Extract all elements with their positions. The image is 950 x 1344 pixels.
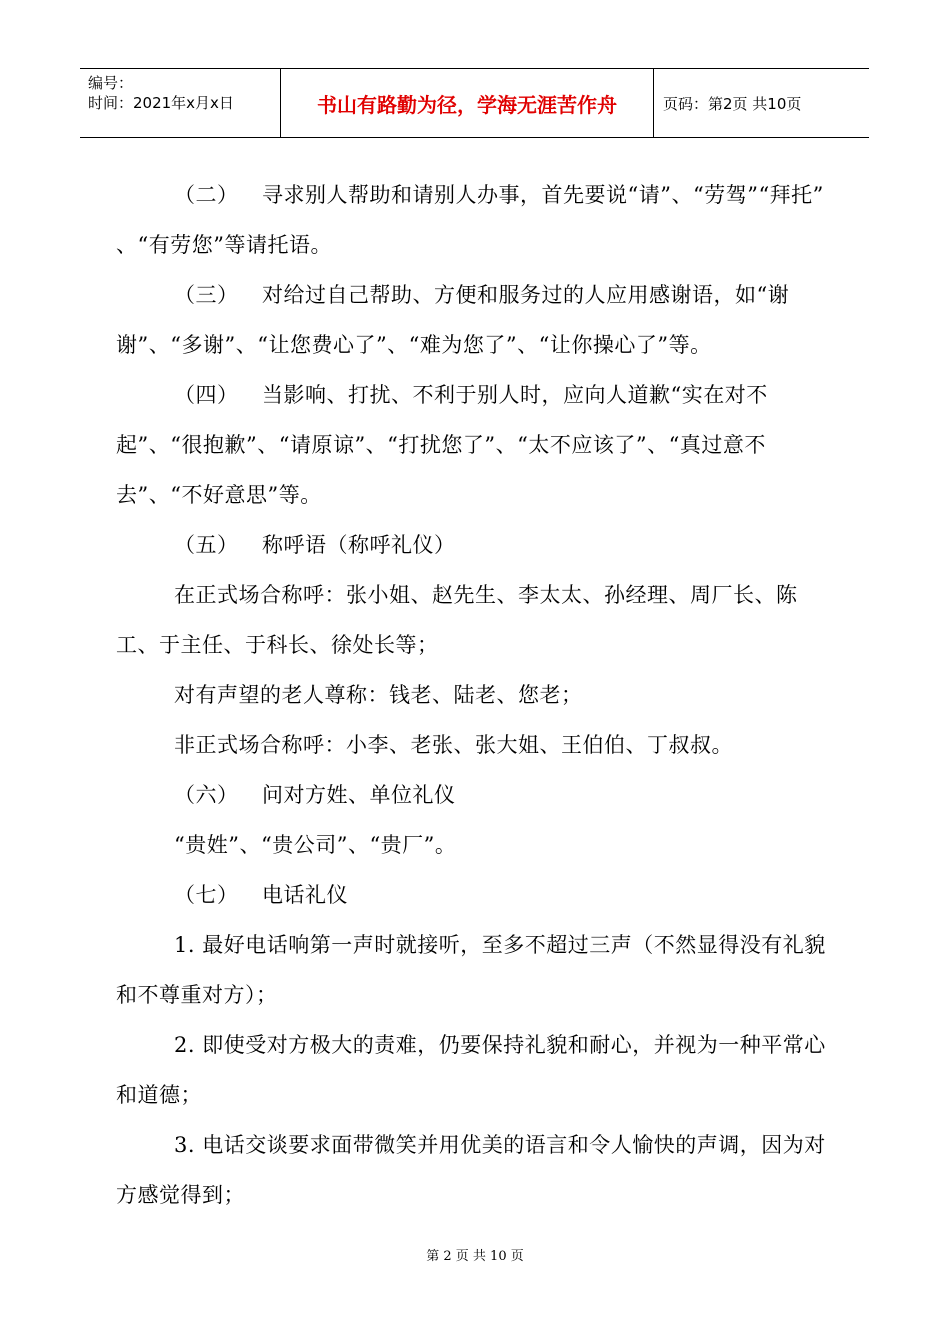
header-page-info: 页码：第2页 共10页 [663,94,802,113]
paragraph-text: 在正式场合称呼：张小姐、赵先生、李太太、孙经理、周厂长、陈工、于主任、于科长、徐处长等； [116,583,798,657]
paragraph-number: （七） [174,883,239,907]
serial-label: 编号： [88,74,134,92]
paragraph-text: 对有声望的老人尊称：钱老、陆老、您老； [174,683,583,707]
paragraph [116,270,836,370]
paragraph-text: “贵姓”、“贵公司”、“贵厂”。 [174,833,457,857]
paragraph-text: 寻求别人帮助和请别人办事，首先要说“请”、“劳驾”“拜托” 、“有劳您”等请托语。 [116,183,824,257]
paragraph [116,370,836,520]
paragraph-number: （二） [174,183,239,207]
paragraph [116,520,836,570]
page-footer: 第 2 页 共 10 页 [426,1249,524,1264]
paragraph [116,770,836,820]
paragraph-text: 问对方姓、单位礼仪 [262,783,456,807]
paragraph-text: 称呼语（称呼礼仪） [262,533,456,557]
document-header [80,68,869,138]
paragraph [116,820,836,870]
header-meta [80,69,281,137]
time-label: 时间：2021年x月x日 [88,94,234,112]
paragraph [116,870,836,920]
paragraph-text: 电话礼仪 [262,883,348,907]
paragraph-number: （四） [174,383,239,407]
paragraph-text: 非正式场合称呼：小李、老张、张大姐、王伯伯、丁叔叔。 [174,733,733,757]
paragraph-text: 对给过自己帮助、方便和服务过的人应用感谢语，如“谢谢”、“多谢”、“让您费心了”、“难为您了”、“让你操心了”等。 [116,283,790,357]
header-motto: 书山有路勤为径，学海无涯苦作舟 [281,69,654,137]
paragraph [116,570,836,670]
paragraph [116,920,836,1020]
paragraph-text: 当影响、打扰、不利于别人时，应向人道歉“实在对不起”、“很抱歉”、“请原谅”、“打扰您了”、“太不应该了”、“真过意不去”、“不好意思”等。 [116,383,768,507]
paragraph [116,1020,836,1120]
paragraph [116,670,836,720]
paragraph [116,1120,836,1220]
paragraph [116,170,836,270]
paragraph-text: 1. 最好电话响第一声时就接听，至多不超过三声（不然显得没有礼貌和不尊重对方）； [116,933,826,1007]
paragraph-number: （五） [174,533,239,557]
paragraph-number: （六） [174,783,239,807]
paragraph-text: 2. 即使受对方极大的责难，仍要保持礼貌和耐心，并视为一种平常心和道德； [116,1033,826,1107]
paragraph [116,720,836,770]
paragraph-text: 3. 电话交谈要求面带微笑并用优美的语言和令人愉快的声调，因为对方感觉得到； [116,1133,826,1207]
document-body [116,170,836,1220]
paragraph-number: （三） [174,283,239,307]
